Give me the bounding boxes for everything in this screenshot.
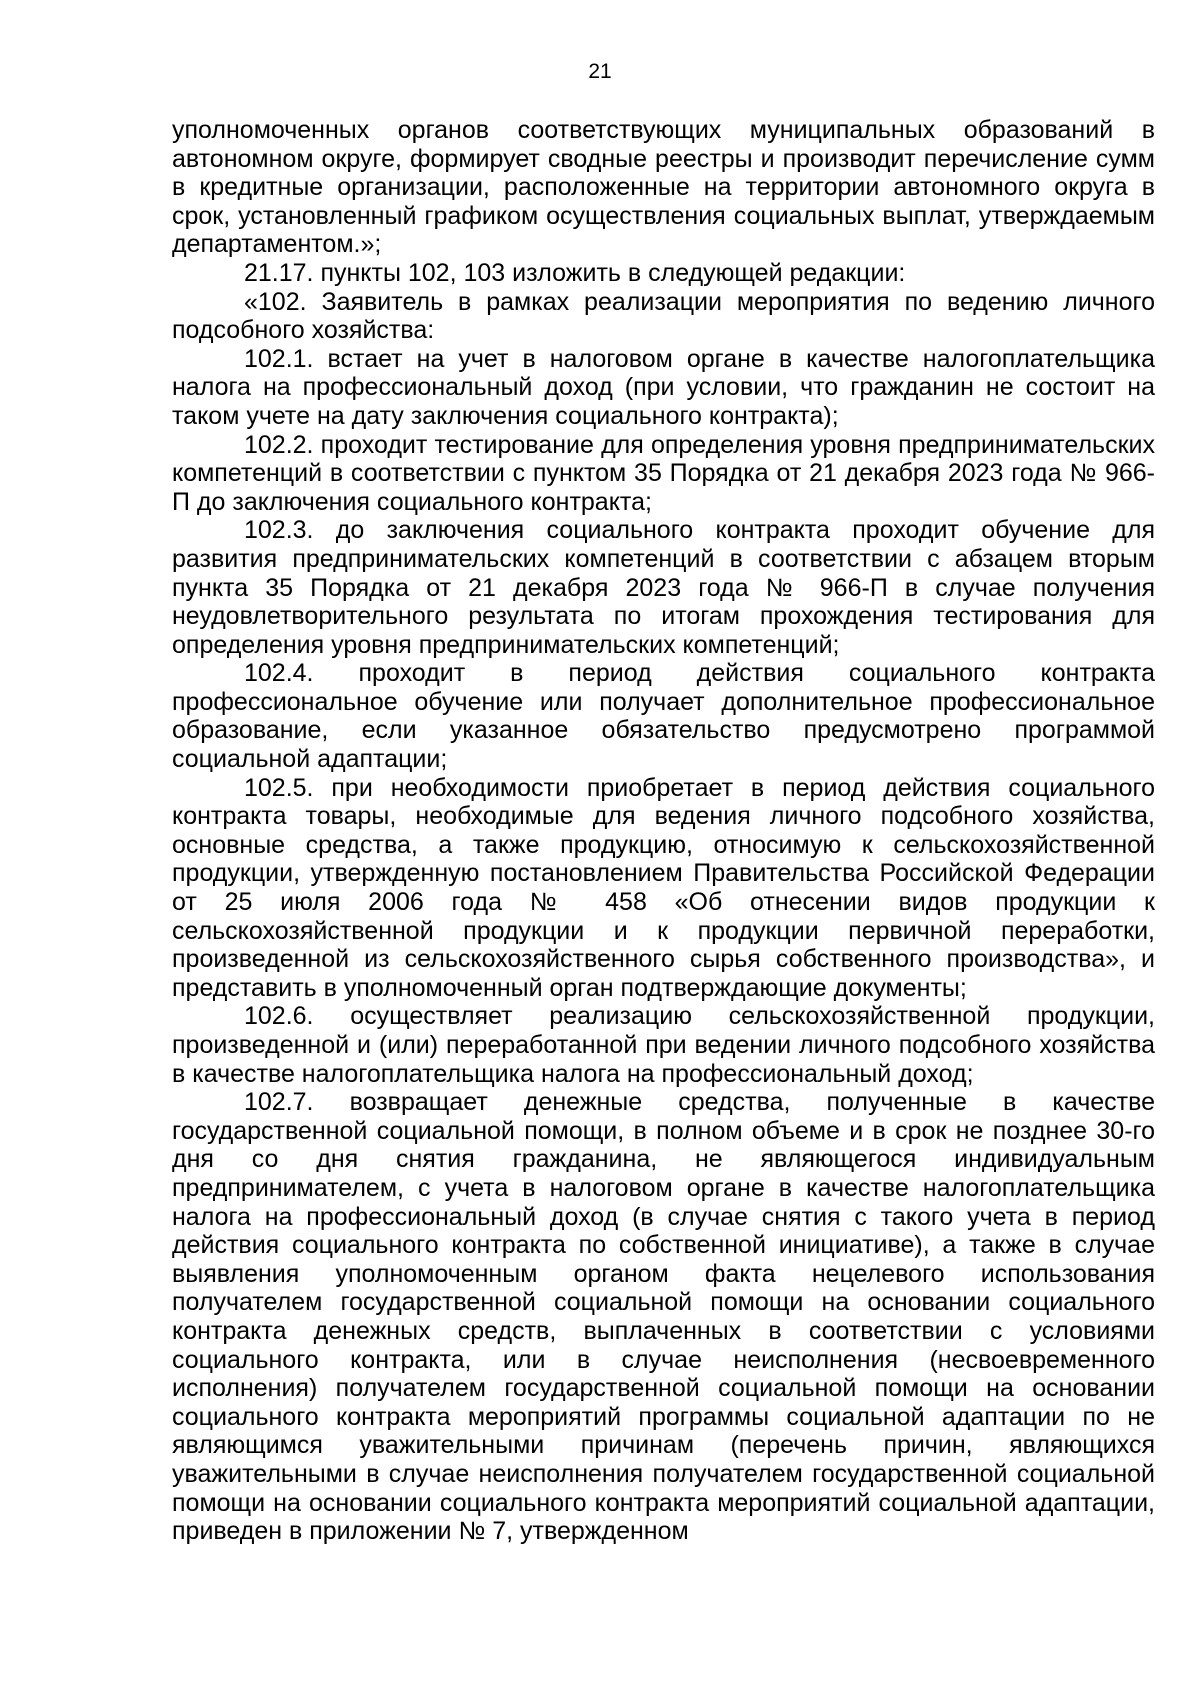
page-number: 21: [588, 60, 612, 83]
document-body: [172, 116, 1155, 1546]
paragraph-102-5: 102.5. при необходимости приобретает в период действия социального контракта товары, необходимые для ведения личного подсобного хозяйства, основные средства, а также продукцию, относимую к сельскохозяйственной продукции, утвержденную постановлением Правительства Российской Федерации от 25 июля 2006 года № 458 «Об отнесении видов продукции к сельскохозяйственной продукции и к продукции первичной переработки, произведенной из сельскохозяйственного сырья собственного производства», и представить в уполномоченный орган подтверждающие документы;: [172, 773, 1155, 1002]
paragraph-102-6: 102.6. осуществляет реализацию сельскохозяйственной продукции, произведенной и (или) переработанной при ведении личного подсобного хозяйства в качестве налогоплательщика налога на профессиональный доход;: [172, 1002, 1155, 1088]
paragraph-102-2: 102.2. проходит тестирование для определения уровня предпринимательских компетенций в соответствии с пунктом 35 Порядка от 21 декабря 2023 года № 966-П до заключения социального контракта;: [172, 430, 1155, 516]
paragraph-102-1: 102.1. встает на учет в налоговом органе в качестве налогоплательщика налога на профессиональный доход (при условии, что гражданин не состоит на таком учете на дату заключения социального контракта);: [172, 344, 1155, 430]
paragraph-102-4: 102.4. проходит в период действия социального контракта профессиональное обучение или получает дополнительное профессиональное образование, если указанное обязательство предусмотрено программой социальной адаптации;: [172, 659, 1155, 774]
paragraph-continuation: уполномоченных органов соответствующих муниципальных образований в автономном округе, формирует сводные реестры и производит перечисление сумм в кредитные организации, расположенные на территории автономного округа в срок, установленный графиком осуществления социальных выплат, утверждаемым департаментом.»;: [172, 116, 1155, 259]
paragraph-102-3: 102.3. до заключения социального контракта проходит обучение для развития предпринимательских компетенций в соответствии с абзацем вторым пункта 35 Порядка от 21 декабря 2023 года № 966-П в случае получения неудовлетворительного результата по итогам прохождения тестирования для определения уровня предпринимательских компетенций;: [172, 516, 1155, 659]
paragraph-21-17: 21.17. пункты 102, 103 изложить в следующей редакции:: [244, 258, 906, 287]
paragraph-102: «102. Заявитель в рамках реализации мероприятия по ведению личного подсобного хозяйства:: [172, 287, 1155, 345]
paragraph-102-7: 102.7. возвращает денежные средства, полученные в качестве государственной социальной помощи, в полном объеме и в срок не позднее 30-го дня со дня снятия гражданина, не являющегося индивидуальным предпринимателем, с учета в налоговом органе в качестве налогоплательщика налога на профессиональный доход (в случае снятия с такого учета в период действия социального контракта по собственной инициативе), а также в случае выявления уполномоченным органом факта нецелевого использования получателем государственной социальной помощи на основании социального контракта денежных средств, выплаченных в соответствии с условиями социального контракта, или в случае неисполнения (несвоевременного исполнения) получателем государственной социальной помощи на основании социального контракта мероприятий программы социальной адаптации по не являющимся уважительными причинам (перечень причин, являющихся уважительными в случае неисполнения получателем государственной социальной помощи на основании социального контракта мероприятий социальной адаптации, приведен в приложении № 7, утвержденном: [172, 1088, 1155, 1546]
